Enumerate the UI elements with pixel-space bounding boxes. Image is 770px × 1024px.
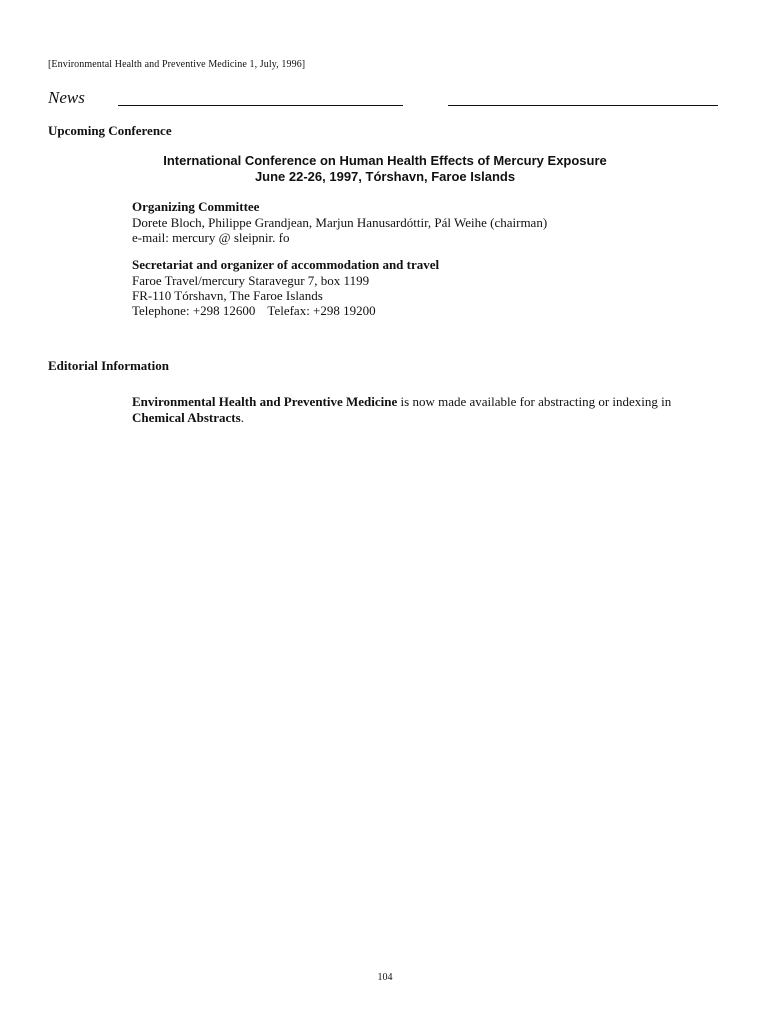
secretariat-telephone: Telephone: +298 12600 [132,303,256,318]
organizing-committee-members: Dorete Bloch, Philippe Grandjean, Marjun Hanusardóttir, Pál Weihe (chairman) [132,215,548,230]
secretariat-phone-line [132,303,376,319]
secretariat-address-line2: FR-110 Tórshavn, The Faroe Islands [132,288,323,303]
section-title: News [48,88,85,107]
page-number: 104 [377,972,393,983]
editorial-journal-name: Environmental Health and Preventive Medicine [132,394,398,409]
secretariat-telefax: Telefax: +298 19200 [267,303,376,318]
journal-reference: [Environmental Health and Preventive Medicine 1, July, 1996] [48,59,306,70]
secretariat-address-line1: Faroe Travel/mercury Staravegur 7, box 1199 [132,273,370,288]
organizing-committee-heading: Organizing Committee [132,199,260,214]
conference-date-location: June 22-26, 1997, Tórshavn, Faroe Islands [254,169,516,184]
editorial-text-middle: is now made available for abstracting or indexing in [397,394,672,409]
secretariat-heading: Secretariat and organizer of accommodation and travel [132,257,440,272]
editorial-information-heading: Editorial Information [48,358,169,373]
editorial-paragraph [132,394,722,426]
conference-title: International Conference on Human Health Effects of Mercury Exposure [163,153,607,168]
editorial-text-end: . [240,410,244,425]
editorial-index-name: Chemical Abstracts [132,410,241,425]
organizing-committee-email: e-mail: mercury @ sleipnir. fo [132,230,290,245]
section-rule-right [448,105,718,106]
section-rule-left [118,105,403,106]
upcoming-conference-heading: Upcoming Conference [48,123,172,138]
